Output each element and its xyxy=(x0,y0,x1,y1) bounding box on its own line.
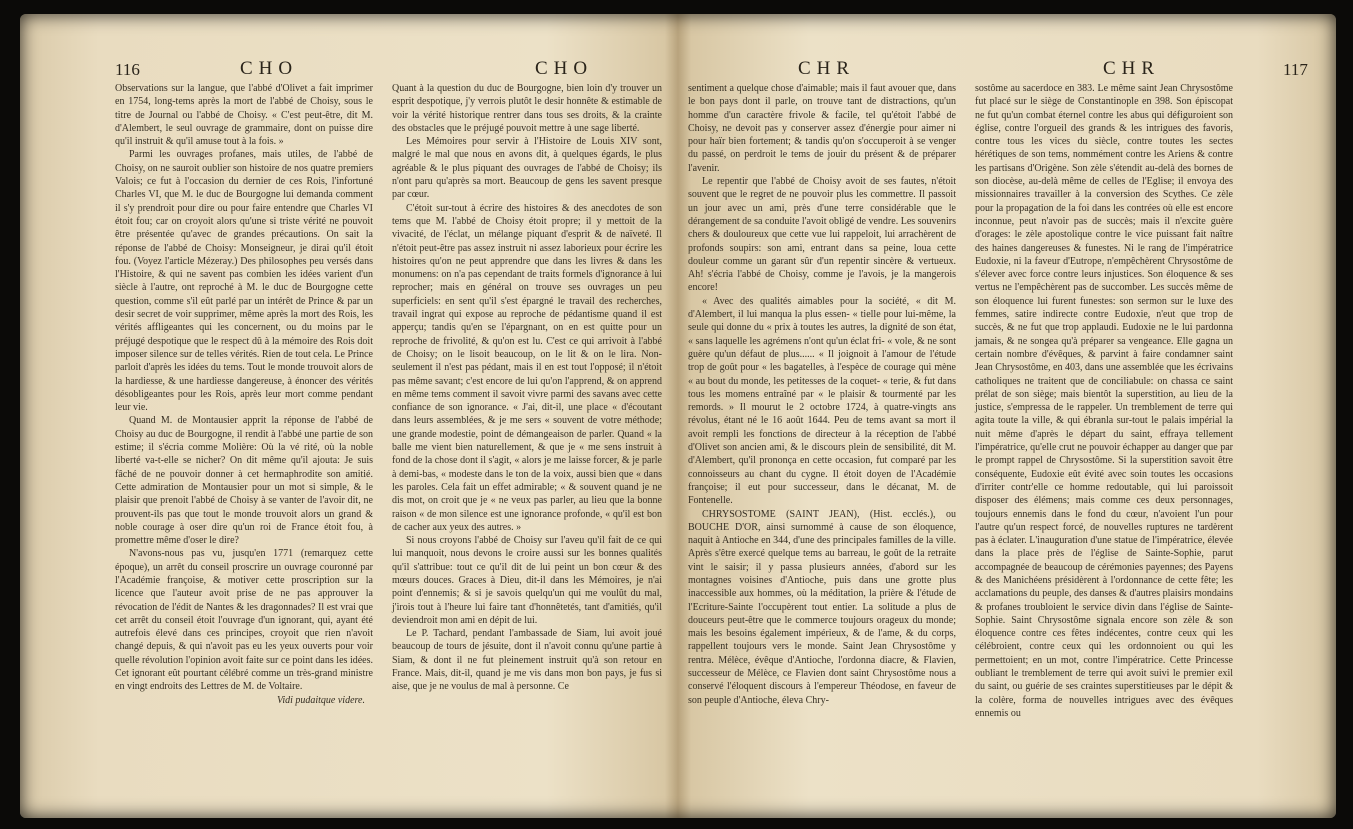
paragraph: Observations sur la langue, que l'abbé d'Olivet a fait imprimer en 1754, long-tems après la mort de l'abbé de Choisy, sous le titre de Journal ou l'abbé de Choisy. « C'est peut-être, dit M. d'Alembert, le seul ouvrage de grammaire, dont on puisse dire qu'il instruit & qu'il amuse tout à la fois. » xyxy=(115,83,373,148)
paragraph: Si nous croyons l'abbé de Choisy sur l'aveu qu'il fait de ce qui lui manquoit, nous devons le croire aussi sur les bonnes qualités qu'il s'attribue: tout ce qu'il dit de lui peint un bon cœur & des mœurs douces. Graces à Dieu, dit-il dans les Mémoires, je n'ai point d'ennemis; & si je savois quelqu'un qui me voulût du mal, j'irois tout à l'heure lui faire tant d'honnêtetés, tant d'amitiés, qu'il deviendroit mon ami en dépit de lui. xyxy=(392,535,662,626)
paragraph: Les Mémoires pour servir à l'Histoire de Louis XIV sont, malgré le mal que nous en avons dit, à quelques égards, le plus agréable & le plus piquant des ouvrages de l'abbé de Choisy; ils n'ont paru qu'après sa mort. Beaucoup de gens les savent presque par cœur. xyxy=(392,136,662,201)
book-spread xyxy=(20,14,1336,818)
running-head: CHO xyxy=(535,58,594,79)
running-head: CHR xyxy=(1103,58,1161,79)
right-page-column-2 xyxy=(975,82,1233,720)
paragraph: C'étoit sur-tout à écrire des histoires & des anecdotes de son tems que M. l'abbé de Choisy étoit propre; il y mettoit de la vivacité, de l'éclat, un mélange piquant d'esprit & de naïveté. Il n'étoit peut-être pas assez instruit ni assez laborieux pour écrire les histoires qu'on ne peut apprendre que dans les livres & dans les monumens: on n'a pas cependant de traits formels d'ignorance à lui reprocher; mais en général on trouve ses ouvrages un peu superficiels: en sent qu'il s'est épargné le travail des recherches, travail ingrat qui expose au reproche de pédantisme quand il est apperçu; tandis qu'en se l'épargnant, on en est quitte pour un reproche de frivolité, & qu'on est lu. C'est ce qui arrivoit à l'abbé de Choisy; on le lisoit beaucoup, on le lit & on le lira. Non-seulement il n'est pas pédant, mais il en est tout l'opposé; il n'étoit pas même savant; c'est encore de lui qu'on l'apprend, & on apprend en même tems comment il savoit vivre parmi des savans avec cette confiance de son ignorance. « J'ai, dit-il, une place « d'écoutant dans leurs assemblées, & je me sers « souvent de votre méthode; une grande modestie, point de démangeaison de parler. Quand « la balle me vient bien naturellement, & que je « me sens instruit à fond de la chose dont il s'agit, « alors je me laisse forcer, & je parle à demi-bas, « modeste dans le ton de la voix, aussi bien que « dans les paroles. Cela fait un effet admirable; « & souvent quand je ne dis mot, on croit que je « ne veux pas parler, au lieu que la bonne raison « de mon silence est une ignorance profonde, « qu'il est bon de cacher aux yeux des autres. » xyxy=(392,202,662,533)
latin-quote: Vidi pudaitque videre. xyxy=(276,694,365,706)
page-number: 116 xyxy=(115,60,140,79)
right-page-column-1 xyxy=(688,82,956,707)
left-page xyxy=(20,14,678,818)
page-number: 117 xyxy=(1283,60,1308,79)
paragraph: N'avons-nous pas vu, jusqu'en 1771 (remarquez cette époque), un arrêt du conseil proscrire un ouvrage couronné par l'Académie françoise, & motiver cette proscription sur la licence que l'auteur avoit prise de ne pas approuver la révocation de l'édit de Nantes & les dragonnades? Il est vrai que cet arrêt du conseil étoit l'ouvrage d'un ignorant, qui, ayant été autrefois élevé dans ces principes, croyoit que rien n'avoit changé depuis, & qui n'avoit pas eu les yeux ouverts pour voir quelle révolution l'opinion avoit faite sur ce point dans les idées. Cet ignorant eût pourtant célébré comme un très-grand ministre en vingt endroits des Lettres de M. de Voltaire. xyxy=(115,548,373,693)
paragraph: Le repentir que l'abbé de Choisy avoit de ses fautes, n'étoit souvent que le regret de ne pouvoir plus les commettre. Il passoit un jour avec un ami, près d'une terre considérable que le dérangement de sa conduite l'avoit obligé de vendre. Les souvenirs chers & douloureux que cette vue lui rappeloit, lui arrachèrent de profonds soupirs: son ami, entrant dans sa peine, loua cette douleur comme un garant sûr d'un repentir sincère & vertueux. Ah! s'écria l'abbé de Choisy, comme je l'avois, je la mangerois encore! xyxy=(688,176,956,294)
left-page-column-2 xyxy=(392,82,662,694)
paragraph: « Avec des qualités aimables pour la société, « dit M. d'Alembert, il lui manqua la plus essen- « tielle pour lui-même, la seule qui donne du « prix à toutes les autres, la dignité de son état, « sans laquelle les agrémens n'ont qu'un éclat fri- « vole, & ne sont guère qu'un défaut de plus...... « Il joignoit à l'amour de l'étude trop de goût pour « les bagatelles, à l'espèce de courage qui mène « au bout du monde, les petitesses de la coquet- « terie, & fut dans tous les momens entraîné par « le plaisir & tourmenté par les remords. » Il mourut le 2 octobre 1724, à quatre-vingts ans révolus, étant né le 16 août 1644. Peu de tems avant sa mort il avoit rempli les fonctions de directeur à la réception de l'abbé d'Olivet son ancien ami, & le discours plein de sensibilité, dit M. d'Alembert, qu'il prononça en cette occasion, fut comparé par les connoisseurs au chant du cygne. Il étoit doyen de l'Académie françoise; il eut pour successeur, dans le décanat, M. de Fontenelle. xyxy=(688,295,956,507)
right-page-header xyxy=(783,58,1328,82)
running-head: CHO xyxy=(240,58,299,79)
paragraph: sentiment a quelque chose d'aimable; mais il faut avouer que, dans le bon pays dont il parle, on trouve tant de distractions, qu'un homme d'un caractère frivole & facile, tel qu'étoit l'abbé de Choisy, ne devoit pas y conserver assez d'énergie pour aimer ni pour haïr bien fortement; & tandis qu'on s'occuperoit à se venger du passé, on perdroit le tems de jouir du présent & de préparer l'avenir. xyxy=(688,83,956,174)
paragraph: CHRYSOSTOME (SAINT JEAN), (Hist. ecclés.), ou BOUCHE D'OR, ainsi surnommé à cause de son éloquence, naquit à Antioche en 344, d'une des principales familles de la ville. Après s'être exercé quelque tems au barreau, le goût de la retraite vint le saisir; il y passa plusieurs années, d'abord sur les montagnes voisines d'Antioche, puis dans une grotte plus inaccessible aux hommes, où la méditation, la prière & l'étude de l'Ecriture-Sainte l'occupèrent tout entier. La solitude a plus de douceurs peut-être que le commerce toujours orageux du monde; mais les besoins également impérieux, & de l'ame, & du corps, rappellent toujours vers le monde. Saint Jean Chrysostôme y rentra. Mélèce, évêque d'Antioche, l'ordonna diacre, & Flavien, successeur de Mélèce, ce Flavien dont saint Chrysostôme nous a conservé l'éloquent discours à l'empereur Théodose, en faveur de son peuple d'Antioche, éleva Chry- xyxy=(688,508,956,706)
paragraph: sostôme au sacerdoce en 383. Le même saint Jean Chrysostôme fut placé sur le siège de Constantinople en 398. Son épiscopat ne fut qu'un combat éternel contre les abus qui défiguroient son église, contre l'orgueil des grands & les intrigues des favoris, contre tous les vices du siècle, contre toutes les sectes hérétiques de son tems, nommément contre les Ariens & contre les partisans d'Origène. Son zèle s'étendit au-delà des bornes de son diocèse, au-delà même de celles de l'Eglise; il envoya des missionnaires travailler à la conversion des Scythes. Ce zèle pour la propagation de la foi dans les contrées où elle est encore inconnue, peut n'avoir pas de succès; mais il n'excite guère d'orages: le zèle apostolique contre le vice puissant fait naître des haines dangereuses & funestes. Ni le rang de l'impératrice Eudoxie, ni la faveur d'Eutrope, n'empêchèrent Chrysostôme de s'élever avec force contre leurs injustices. Son éloquence & ses vertus ne l'empêchèrent pas de succomber. Les succès même de son éloquence lui furent funestes: son sermon sur le luxe des femmes, satire indirecte contre Eudoxie, n'eut que trop de succès, & ne fut que trop applaudi. Eudoxie ne le lui pardonna jamais, & ne songea qu'à préparer sa vengeance. Elle gagna un certain nombre d'évêques, & parvint à faire condamner saint Jean Chrysostôme, en 403, dans une assemblée que les écrivains catholiques ne traitent que de conciliabule: on chassa ce saint prélat de son siège; mais bientôt la superstition, au lieu de la justice, s'empressa de le rappeler. Un tremblement de terre qui agita toute la ville, & qui ébranla sur-tout le palais impérial la nuit même d'après le départ du saint, effraya tellement l'impératrice, qu'elle crut ne pouvoir échapper au danger que par le prompt rappel de Chrysostôme. Si la superstition savoit être conséquente, Eudoxie eût évité avec soin toutes les occasions d'irriter contr'elle ce homme redoutable, qui lui paroissoit disposer des élémens; mais comme ces deux personnages, toujours ennemis dans le fond du cœur, n'avoient l'un pour l'autre qu'un respect forcé, de nouvelles ruptures ne tardèrent pas à éclater. L'inauguration d'une statue de l'impératrice, élevée dans la place près de l'église de Sainte-Sophie, parut accompagnée de beaucoup de cérémonies payennes; des Payens & des Manichéens présidèrent à l'ordonnance de cette fête; les acclamations du peuple, des danses & d'autres plaisirs mondains & profanes troubloient le service divin dans l'église de Sainte-Sophie. Saint Chrysostôme signala encore son zèle & son éloquence contre ces fêtes indécentes, contre ceux qui les célébroient, contre ceux qui les ordonnoient ou qui les permettoient; en un mot, contre l'impératrice. Cette Princesse oubliant le tremblement de terre qui avoit suivi le premier exil du saint, ou guérie de ses craintes superstitieuses par le dépit & la colère, forma de nouvelles intrigues avec des évêques ennemis ou xyxy=(975,83,1233,719)
paragraph: Le P. Tachard, pendant l'ambassade de Siam, lui avoit joué beaucoup de tours de jésuite, dont il n'avoit connu qu'une partie à Siam, & dont il ne fut pleinement instruit qu'à son retour en France. Mais, dit-il, quand je me vis dans mon bon pays, je fus si aise, que je ne voulus de mal à personne. Ce xyxy=(392,628,662,693)
left-page-header xyxy=(115,58,675,82)
left-page-column-1 xyxy=(115,82,373,707)
right-page xyxy=(678,14,1336,818)
running-head: CHR xyxy=(798,58,856,79)
paragraph: Parmi les ouvrages profanes, mais utiles, de l'abbé de Choisy, on ne sauroit oublier son histoire de nos quatre premiers Valois; ce fut à l'occasion du dernier de ces Rois, l'infortuné Charles VI, que M. le duc de Bourgogne lui demanda comment il s'y prendroit pour dire ou pour faire entendre que Charles VI étoit fou; car on croyoit alors qu'une si triste vérité ne pouvoit être présentée qu'avec de grandes précautions. On sait la réponse de l'abbé de Choisy: Monseigneur, je dirai qu'il étoit fou. (Voyez l'article Mézeray.) Des philosophes peu versés dans l'Histoire, & qui ne savent pas combien les idées varient d'un siècle à l'autre, ont reproché à M. le duc de Bourgogne cette question, comme s'il eût parlé par un intérêt de Prince & par un desir secret de voir supprimer, même après la mort des Rois, les vérités affligeantes qui les concernent, ou du moins par le préjugé despotique que le respect dû à la mémoire des Rois doit imposer silence sur de telles vérités. Rien de tout cela. Le Prince parloit d'après les idées du tems. Tout le monde trouvoit alors de la hardiesse, & une hardiesse dangereuse, à énoncer des vérités désobligeantes pour les Rois, après leur mort comme pendant leur vie. xyxy=(115,149,373,414)
paragraph: Quand M. de Montausier apprit la réponse de l'abbé de Choisy au duc de Bourgogne, il rendit à l'abbé une partie de son estime; il s'écria comme Molière: Où la vé rité, où la noble liberté va-t-elle se nicher? On dit même qu'il ajouta: Je suis fâché de ne pouvoir donner à cet hermaphrodite son amitié. Cette admiration de Montausier pour un mot si simple, & le plaisir que prenoit l'abbé de Choisy à se vanter de l'avoir dit, ne prouvent-ils pas que tout le monde trouvoit alors un grand & noble courage à oser dire qu'un roi de France étoit fou, à promettre même d'oser le dire? xyxy=(115,415,373,547)
paragraph: Quant à la question du duc de Bourgogne, bien loin d'y trouver un esprit despotique, j'y verrois plutôt le desir honnête & estimable de voir la vérité historique rentrer dans tous ses droits, & la crainte des obstacles que le préjugé pouvoit mettre à une sage liberté. xyxy=(392,83,662,134)
